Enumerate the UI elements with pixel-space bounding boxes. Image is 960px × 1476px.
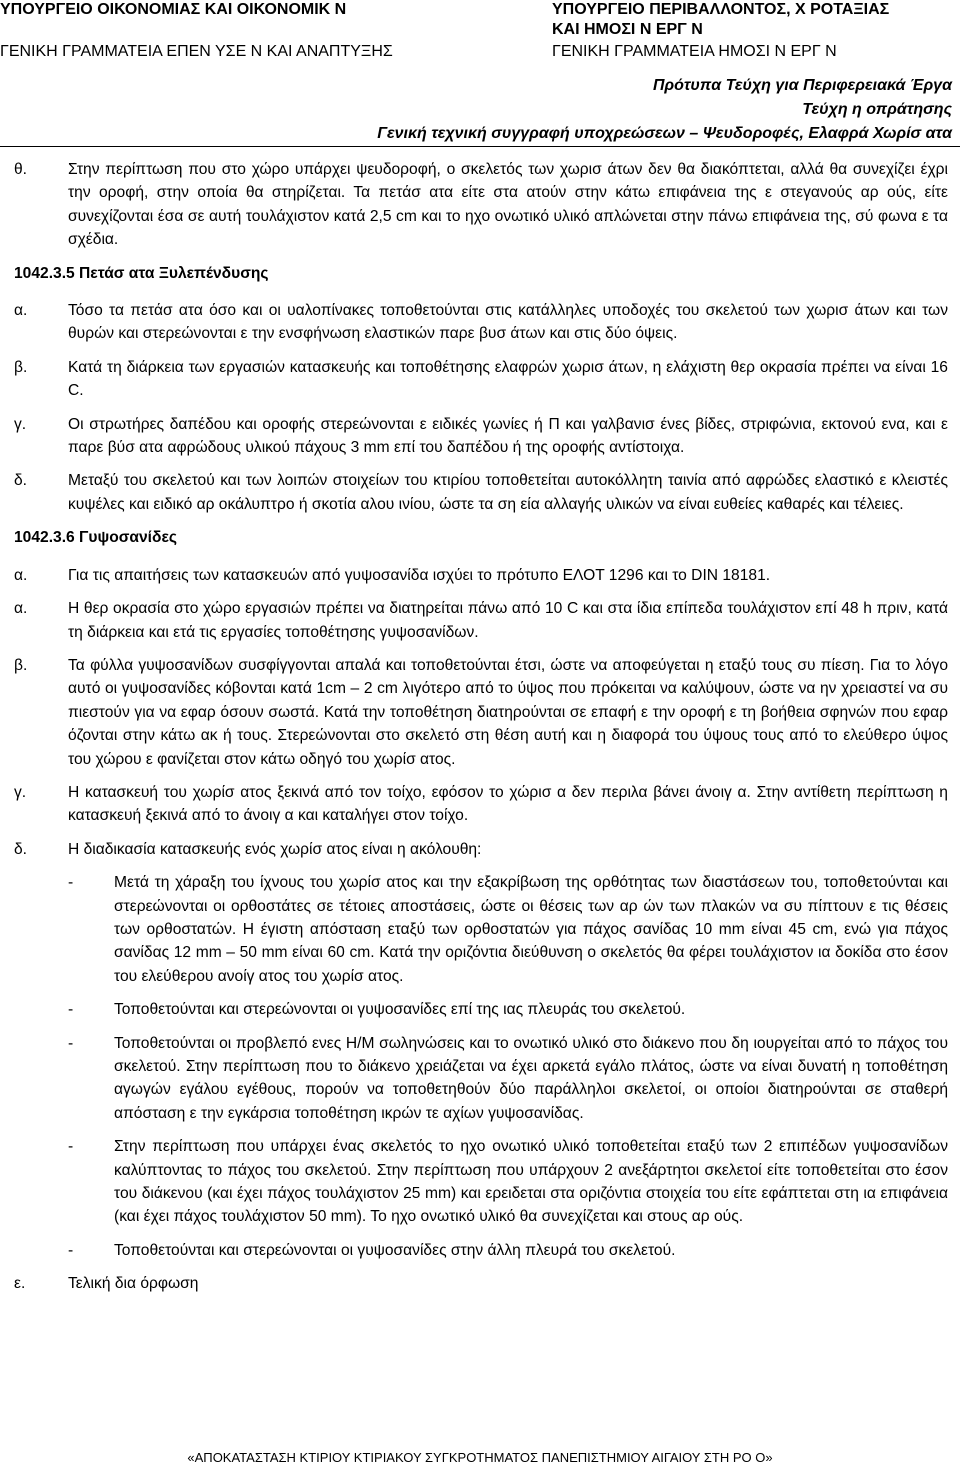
ministry-right-title-cont: ΚΑΙ ΗΜΟΣΙ Ν ΕΡΓ Ν [552,21,703,38]
step-text: Μετά τη χάραξη του ίχνους του χωρίσ ατος και την εξακρίβωση της ορθότητας των διαστάσεων του, τοποθετούνται και στερεώνονται οι ορθοστάτες σε τέτοιες αποστάσεις, ώστε οι θέσεις των αρ ών των πλακών να συ πίπτουν ε τις θέσεις των ορθοστατών. Η έγιστη απόσταση εταξύ των ορθοστατών για πάχος σανίδας 10 mm είναι 45 cm, ενώ για πάχος σανίδας 12 mm – 50 mm είναι 60 cm. Κατά την οριζόντια διεύθυνση ο σκελετός θα φέρει τουλάχιστον ια δοκίδα στο έσον του ελεύθερου ανοίγ ατος του χωρίσ ατος. [114,874,948,985]
step-text: Τοποθετούνται και στερεώνονται οι γυψοσανίδες επί της ιας πλευράς του σκελετού. [114,1001,686,1019]
dash-marker: - [68,1001,74,1019]
doc-subject-title: Γενική τεχνική συγγραφή υποχρεώσεων – Ψευδοροφές, Ελαφρά Χωρίσ ατα [377,125,952,142]
list-item [14,413,948,460]
step-text: Τοποθετούνται οι προβλεπό ενες Η/Μ σωληνώσεις και το ονωτικό υλικό στο διάκενο που δη ιουργείται από το πάχος του σκελετού. Στην περίπτωση που το διάκενο χρειάζεται να έχει αρκετά εγάλο πλάτος, ώστε να είναι δυνατή η τοποθέτηση αγωγών εγάλου εγέθους, πορούν να τοποθετηθούν δύο παράλληλοι σκελετοί, οι οποίοι διατηρούνται σε σταθερή απόσταση ε την εγκάρσια τοποθέτηση ικρών τε αχίων γυψοσανίδας. [114,1034,948,1122]
list-item-final [14,1272,948,1295]
document-title-block [377,74,952,146]
list-item [14,781,948,828]
list-item [14,564,948,587]
doc-series-title: Πρότυπα Τεύχη για Περιφερειακά Έργα [652,77,952,94]
section-heading-1042-3-5: 1042.3.5 Πετάσ ατα Ξυλεπένδυσης [14,264,269,282]
item-marker: θ. [14,161,28,178]
step-item [68,1239,948,1262]
page-footer: «ΑΠΟΚΑΤΑΣΤΑΣΗ ΚΤΙΡΙΟΥ ΚΤΙΡΙΑΚΟΥ ΣΥΓΚΡΟΤΗΜΑΤΟΣ ΠΑΝΕΠΙΣΤΗΜΙΟΥ ΑΙΓΑΙΟΥ ΣΤΗ ΡΟ Ο» [187,1450,773,1465]
item-marker: α. [14,566,28,584]
item-marker: δ. [14,472,28,490]
list-item [14,838,948,861]
item-text: Τόσο τα πετάσ ατα όσο και οι υαλοπίνακες τοποθετούνται στις κατάλληλες υποδοχές του σκελετού των χωρισ άτων και των θυρών και στερεώνονται ε την ενσφήνωση ελαστικών παρε βυσ άτων και στις δύο όψεις. [68,302,948,343]
header-row-1 [0,0,960,20]
item-marker: ε. [14,1275,26,1293]
dash-marker: - [68,1138,74,1156]
secretariat-left: ΓΕΝΙΚΗ ΓΡΑΜΜΑΤΕΙΑ ΕΠΕΝ ΥΣΕ Ν ΚΑΙ ΑΝΑΠΤΥΞΗΣ [0,43,393,60]
item-marker: β. [14,358,28,376]
step-item [68,998,948,1021]
ministry-left-title: ΥΠΟΥΡΓΕΙΟ ΟΙΚΟΝΟΜΙΑΣ ΚΑΙ ΟΙΚΟΝΟΜΙΚ Ν [0,1,347,18]
dash-marker: - [68,1034,74,1052]
document-body [14,158,948,1306]
step-text: Τοποθετούνται και στερεώνονται οι γυψοσανίδες στην άλλη πλευρά του σκελετού. [114,1241,676,1259]
item-text: Για τις απαιτήσεις των κατασκευών από γυψοσανίδα ισχύει το πρότυπο ΕΛΟΤ 1296 και το DIN 18181. [68,566,771,584]
item-text: Η κατασκευή του χωρίσ ατος ξεκινά από τον τοίχο, εφόσον το χώρισ α δεν περιλα βάνει άνοιγ α. Στην αντίθετη περίπτωση η κατασκευή ξεκινά από το άνοιγ α και καταλήγει στον τοίχο. [68,783,948,825]
step-item [68,871,948,988]
item-text: Η διαδικασία κατασκευής ενός χωρίσ ατος είναι η ακόλουθη: [68,840,482,858]
step-item [68,1032,948,1126]
step-item [68,1135,948,1229]
secretariat-right: ΓΕΝΙΚΗ ΓΡΑΜΜΑΤΕΙΑ ΗΜΟΣΙ Ν ΕΡΓ Ν [552,43,837,60]
item-marker: β. [14,656,28,674]
item-text: Η θερ οκρασία στο χώρο εργασιών πρέπει να διατηρείται πάνω από 10 C και στα ίδια επίπεδα τουλάχιστον επί 48 h πριν, κατά τη διάρκεια και ετά τις εργασίες τοποθέτησης γυψοσανίδων. [68,600,948,641]
header-divider [0,146,960,147]
item-marker: γ. [14,783,27,801]
dash-marker: - [68,874,74,892]
item-text: Κατά τη διάρκεια των εργασιών κατασκευής και τοποθέτησης ελαφρών χωρισ άτων, η ελάχιστη θερ οκρασία πρέπει να είναι 16 C. [68,358,948,400]
header-row-3 [0,42,960,62]
item-text: Στην περίπτωση που στο χώρο υπάρχει ψευδοροφή, ο σκελετός των χωρισ άτων δεν θα διακόπτεται, αλλά θα συνεχίζει έχρι την οροφή, στην οποία θα στηρίζεται. Τα πετάσ ατα είτε στα ατούν στην κάτω επιφάνεια της ε στεγανούς αρ ούς, είτε συνεχίζονται έσα σε αυτή τουλάχιστον κατά 2,5 cm και το ηχο ονωτικό υλικό απλώνεται στην πάνω επιφάνεια της, σύ φωνα ε τα σχέδια. [68,161,948,249]
dash-marker: - [68,1241,74,1259]
list-item [14,654,948,771]
item-marker: α. [14,600,28,618]
list-item [14,299,948,346]
list-item [14,597,948,644]
doc-volume-title: Τεύχη η οπράτησης [802,101,952,118]
item-marker: α. [14,302,28,320]
item-text: Οι στρωτήρες δαπέδου και οροφής στερεώνονται ε ειδικές γωνίες ή Π και γαλβανισ ένες βίδες, στριφώνια, εκτονού ενα, και ε παρε βύσ ατα αφρώδους υλικού πάχους 3 mm επί του δαπέδου ή της οροφής αντίστοιχα. [68,415,948,457]
list-item [14,356,948,403]
paragraph-theta [14,158,948,252]
item-text: Τα φύλλα γυψοσανίδων συσφίγγονται απαλά και τοποθετούνται έτσι, ώστε να αποφεύγεται η εταξύ τους συ πίεση. Για το λόγο αυτό οι γυψοσανίδες κόβονται κατά 1cm – 2 cm λιγότερο από το ύψος που πρόκειται να καλύψουν, ώστε να ην χρειαστεί να συ πιεστούν για να εφαρ όσουν σωστά. Κατά την τοποθέτηση διατηρούνται σε επαφή ε την οροφή ε τη βοήθεια σφηνών που εφαρ όζονται στην κάτω ακ ή τους. Στερεώνονται στο σκελετό στη θέση αυτή και η διαφορά του ύψους τους από το ελεύθερο ύψος του χώρου ε φανίζεται στον κάτω οδηγό του χωρίσ ατος. [68,656,948,768]
ministry-right-title: ΥΠΟΥΡΓΕΙΟ ΠΕΡΙΒΑΛΛΟΝΤΟΣ, Χ ΡΟΤΑΞΙΑΣ [552,1,890,18]
item-text: Μεταξύ του σκελετού και των λοιπών στοιχείων του κτιρίου τοποθετείται αυτοκόλλητη ταινία από αφρώδες ελαστικό ε κλειστές κυψέλες και ειδικό αρ οκάλυπτρο ή σκοτία αλου ινίου, ώστε τα ση εία αλλαγής υλικών να είναι ευθείες καθαρές και τέλειες. [68,472,948,513]
item-marker: γ. [14,415,27,433]
item-text: Τελική δια όρφωση [68,1275,199,1293]
list-item [14,469,948,516]
section-heading-1042-3-6: 1042.3.6 Γυψοσανίδες [14,529,177,547]
procedure-steps-list [68,871,948,1262]
item-marker: δ. [14,840,28,858]
step-text: Στην περίπτωση που υπάρχει ένας σκελετός το ηχο ονωτικό υλικό τοποθετείται εταξύ των 2 επιπέδων γυψοσανίδων καλύπτοντας το πάχος του σκελετού. Στην περίπτωση που υπάρχουν 2 ανεξάρτητοι σκελετοί είτε τοποθετείται στο έσον του διάκενου (και έχει πάχος τουλάχιστον 25 mm) και ερειδεται στα οριζόντια στοιχεία του είτε εφάπτεται στη ια επιφάνεια (και έχει πάχος τουλάχιστον 50 mm). Το ηχο ονωτικό υλικό θα συνεχίζεται και στους αρ ούς. [114,1138,948,1226]
